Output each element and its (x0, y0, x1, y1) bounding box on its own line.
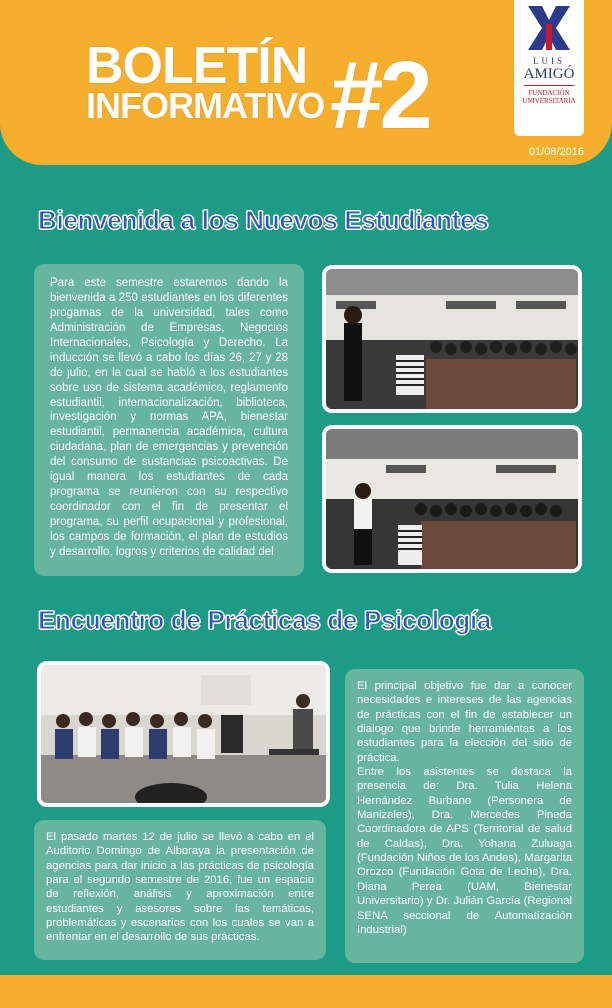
induction-photo-2 (322, 425, 582, 573)
logo-text-universitaria: UNIVERSITARIA (522, 97, 576, 106)
title-line-2: INFORMATIVO (86, 85, 325, 126)
section-heading-welcome: Bienvenida a los Nuevos Estudiantes (38, 205, 489, 235)
welcome-body-text: Para este semestre estaremos dando la bienvenida a 250 estudiantes en los diferentes progamas de la universidad, tales como Administración de Empresas, Negocios Internacionales, Psicología y Derecho. La inducción se llevó a cabo los días 26, 27 y 28 de julio, en la cual se habló a los estudiantes sobre uso de sistema académico, reglamento estudiantil, internacionalización, biblioteca, investigación y normas APA, bienestar estudiantil, permanencia académica, cultura ciudadana, plan de emergencias y prevención del consumo de sustancias psicoactivas. De igual manera los estudiantes de cada programa se reunieron con su respectivo coordinador con el fin de presentar el programa, su perfil ocupacional y profesional, los campos de formación, el plan de estudios y desarrollo, logros y criterios de calidad del (50, 277, 288, 558)
psychology-objective-text: El principal objetivo fue dar a conocer necesidades e intereses de las agencias de prácticas con el fin de establecer un dialogo que brinde herramientas a los estudiantes para la elección del sitio de práctica. (357, 680, 572, 764)
psychology-attendees-text: Entre los asistentes se destaca la presencia de: Dra. Tulia Helena Hernández Burbano (Personera de Manizales), Dra. Mercedes Pineda Coordinadora de APS (Territorial de salud de Caldas), Dra. Yohana Zuluaga (Fundación Niños de los Andes), Margarita Orozco (Fundación Gota de Leche), Dra. Diana Perea (UAM, Bienestar Universitario) y Dr. Julián García (Regional SENA seccional de Automatización Industrial) (357, 766, 572, 936)
meeting-photo-image (41, 665, 326, 803)
section-heading-psychology: Encuentro de Prácticas de Psicología (38, 605, 492, 635)
logo-divider (524, 85, 574, 86)
psychology-right-text-card (345, 669, 584, 963)
psychology-meeting-photo (37, 661, 330, 807)
auditorium-photo-image (326, 269, 578, 409)
university-logo (514, 0, 584, 136)
psychology-left-text-card (34, 820, 326, 960)
title-line-1: BOLETÍN (86, 37, 308, 95)
welcome-text-card (34, 264, 304, 576)
logo-text-luis: LUIS (533, 56, 565, 66)
issue-number: #2 (330, 42, 429, 149)
auditorium-photo-image (326, 429, 578, 569)
logo-emblem-icon (526, 4, 572, 52)
induction-photo-1 (322, 265, 582, 413)
logo-text-fundacion: FUNDACIÓN (528, 89, 570, 97)
issue-date: 01/08/2016 (528, 146, 584, 158)
psychology-left-body-text: El pasado martes 12 de julio se llevó a cabo en el Auditorio Domingo de Alboraya la presentación de agencias para dar inicio a las prácticas de psicología para el segundo semestre de 2016, fue un espacio de reflexión, análisis y aproximación entre estudiantes y asesores sobre las temáticas, problemáticas y escenarios con los cuales se van a enfrentar en el desarrollo de sus prácticas. (46, 831, 314, 944)
header-band (0, 0, 612, 165)
newsletter-title (86, 37, 325, 126)
footer-band (0, 975, 612, 1008)
logo-text-amigo: AMIGÓ (523, 66, 575, 82)
